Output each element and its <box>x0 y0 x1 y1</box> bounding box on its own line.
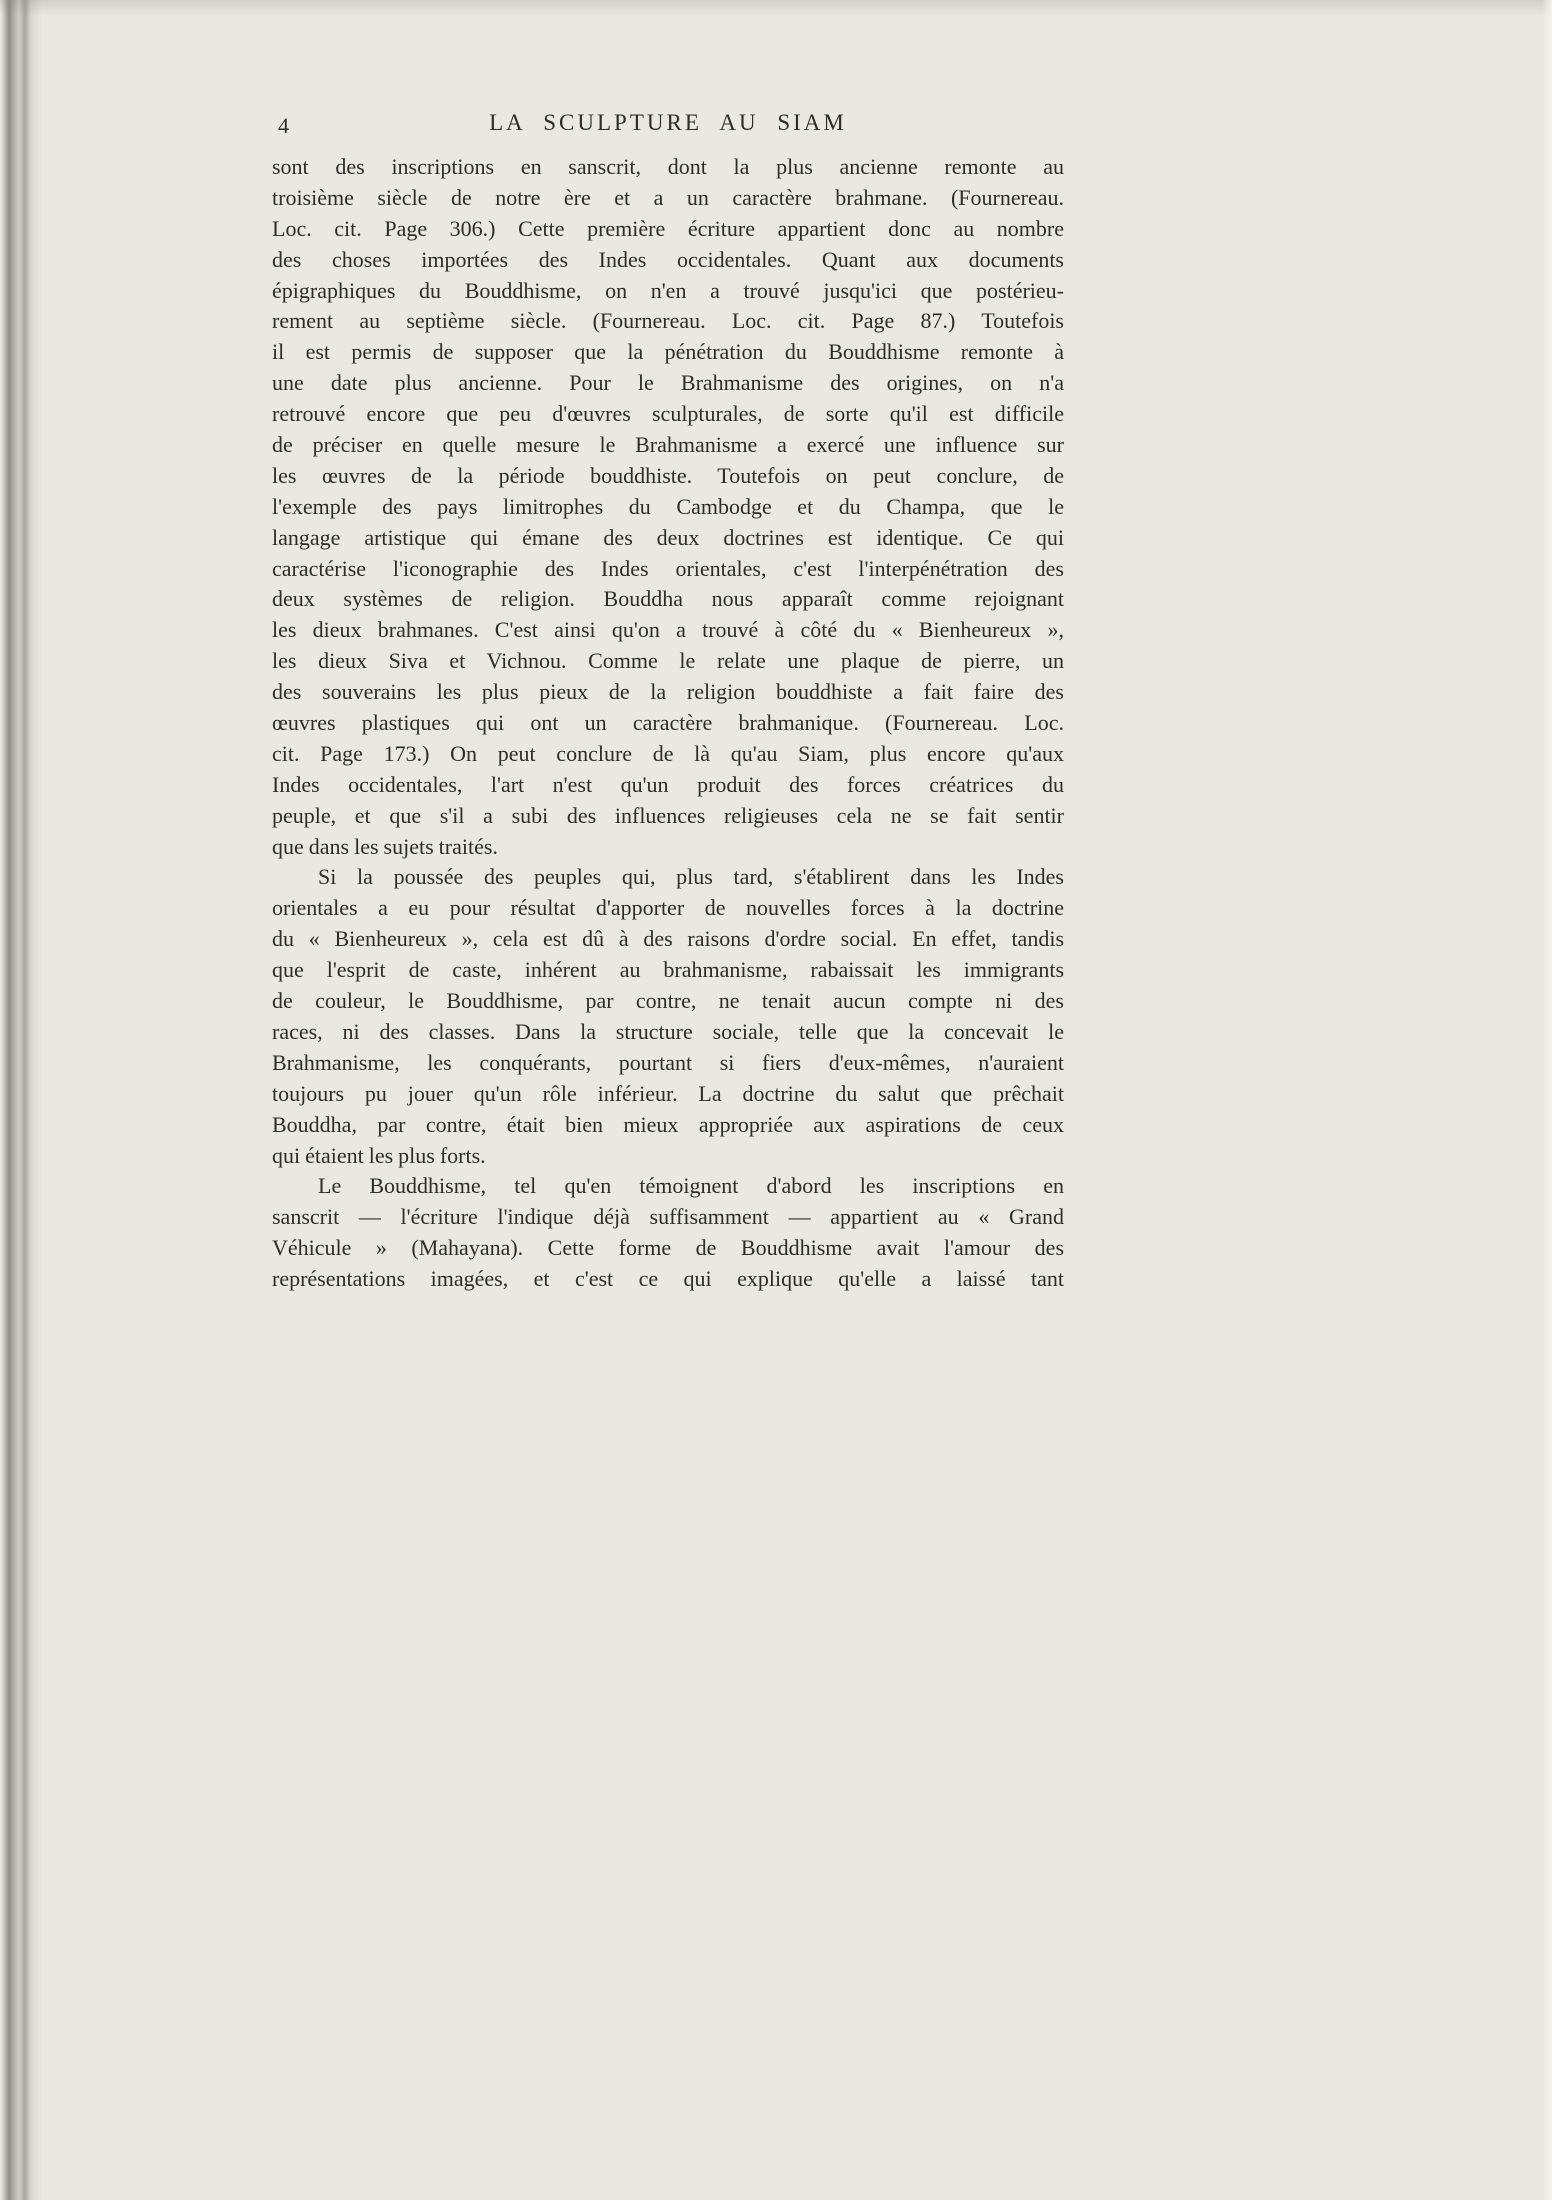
text-line: du « Bienheureux », cela est dû à des raisons d'ordre social. En effet, tandis <box>272 926 1064 952</box>
text-line: peuple, et que s'il a subi des influences religieuses cela ne se fait sentir <box>272 802 1064 828</box>
text-line: toujours pu jouer qu'un rôle inférieur. La doctrine du salut que prêchait <box>272 1080 1064 1106</box>
text-line: représentations imagées, et c'est ce qui explique qu'elle a laissé tant <box>272 1266 1064 1292</box>
text-line: races, ni des classes. Dans la structure sociale, telle que la concevait le <box>272 1018 1064 1044</box>
paragraph-2 <box>272 862 1064 1171</box>
text-line: œuvres plastiques qui ont un caractère brahmanique. (Fournereau. Loc. <box>272 710 1064 736</box>
text-line: qui étaient les plus forts. <box>272 1142 486 1168</box>
text-line: sont des inscriptions en sanscrit, dont la plus ancienne remonte au <box>272 154 1064 179</box>
text-line: Le Bouddhisme, tel qu'en témoignent d'abord les inscriptions en <box>318 1173 1064 1199</box>
page-number: 4 <box>278 113 289 138</box>
text-line: Véhicule » (Mahayana). Cette forme de Bouddhisme avait l'amour des <box>272 1235 1064 1261</box>
text-line: épigraphiques du Bouddhisme, on n'en a trouvé jusqu'ici que postérieu- <box>272 277 1064 303</box>
right-edge-highlight <box>1542 0 1552 2200</box>
text-line: Loc. cit. Page 306.) Cette première écriture appartient donc au nombre <box>272 215 1064 241</box>
page-header <box>272 110 1064 146</box>
text-line: Si la poussée des peuples qui, plus tard, s'établirent dans les Indes <box>318 864 1064 890</box>
text-block <box>272 152 1064 1295</box>
text-line: Indes occidentales, l'art n'est qu'un produit des forces créatrices du <box>272 771 1064 797</box>
text-line: deux systèmes de religion. Bouddha nous apparaît comme rejoignant <box>272 586 1064 612</box>
text-line: de couleur, le Bouddhisme, par contre, ne tenait aucun compte ni des <box>272 988 1064 1014</box>
text-line: une date plus ancienne. Pour le Brahmanisme des origines, on n'a <box>272 370 1064 396</box>
text-line: orientales a eu pour résultat d'apporter de nouvelles forces à la doctrine <box>272 895 1064 921</box>
text-line: rement au septième siècle. (Fournereau. Loc. cit. Page 87.) Toutefois <box>272 308 1064 334</box>
text-line: des souverains les plus pieux de la religion bouddhiste a fait faire des <box>272 679 1064 705</box>
text-line: sanscrit — l'écriture l'indique déjà suffisamment — appartient au « Grand <box>272 1204 1064 1230</box>
text-line: l'exemple des pays limitrophes du Cambodge et du Champa, que le <box>272 493 1064 519</box>
text-line: retrouvé encore que peu d'œuvres sculpturales, de sorte qu'il est difficile <box>272 401 1064 427</box>
text-line: les dieux Siva et Vichnou. Comme le relate une plaque de pierre, un <box>272 648 1064 674</box>
text-line: de préciser en quelle mesure le Brahmanisme a exercé une influence sur <box>272 432 1064 458</box>
text-line: Brahmanisme, les conquérants, pourtant si fiers d'eux-mêmes, n'auraient <box>272 1049 1064 1075</box>
paragraph-1 <box>272 152 1064 862</box>
text-line: les œuvres de la période bouddhiste. Toutefois on peut conclure, de <box>272 462 1064 488</box>
text-line: Bouddha, par contre, était bien mieux appropriée aux aspirations de ceux <box>272 1111 1064 1137</box>
text-line: que l'esprit de caste, inhérent au brahmanisme, rabaissait les immigrants <box>272 957 1064 983</box>
text-line: il est permis de supposer que la pénétration du Bouddhisme remonte à <box>272 339 1064 365</box>
binding-shadow <box>0 0 42 2200</box>
text-line: que dans les sujets traités. <box>272 833 498 859</box>
text-line: cit. Page 173.) On peut conclure de là qu'au Siam, plus encore qu'aux <box>272 740 1064 766</box>
running-title: LA SCULPTURE AU SIAM <box>489 110 847 135</box>
top-edge-shadow <box>0 0 1552 16</box>
text-line: troisième siècle de notre ère et a un caractère brahmane. (Fournereau. <box>272 184 1064 210</box>
paragraph-3 <box>272 1171 1064 1295</box>
text-line: des choses importées des Indes occidentales. Quant aux documents <box>272 246 1064 272</box>
text-line: langage artistique qui émane des deux doctrines est identique. Ce qui <box>272 524 1064 550</box>
text-line: caractérise l'iconographie des Indes orientales, c'est l'interpénétration des <box>272 555 1064 581</box>
text-line: les dieux brahmanes. C'est ainsi qu'on a trouvé à côté du « Bienheureux », <box>272 617 1064 643</box>
